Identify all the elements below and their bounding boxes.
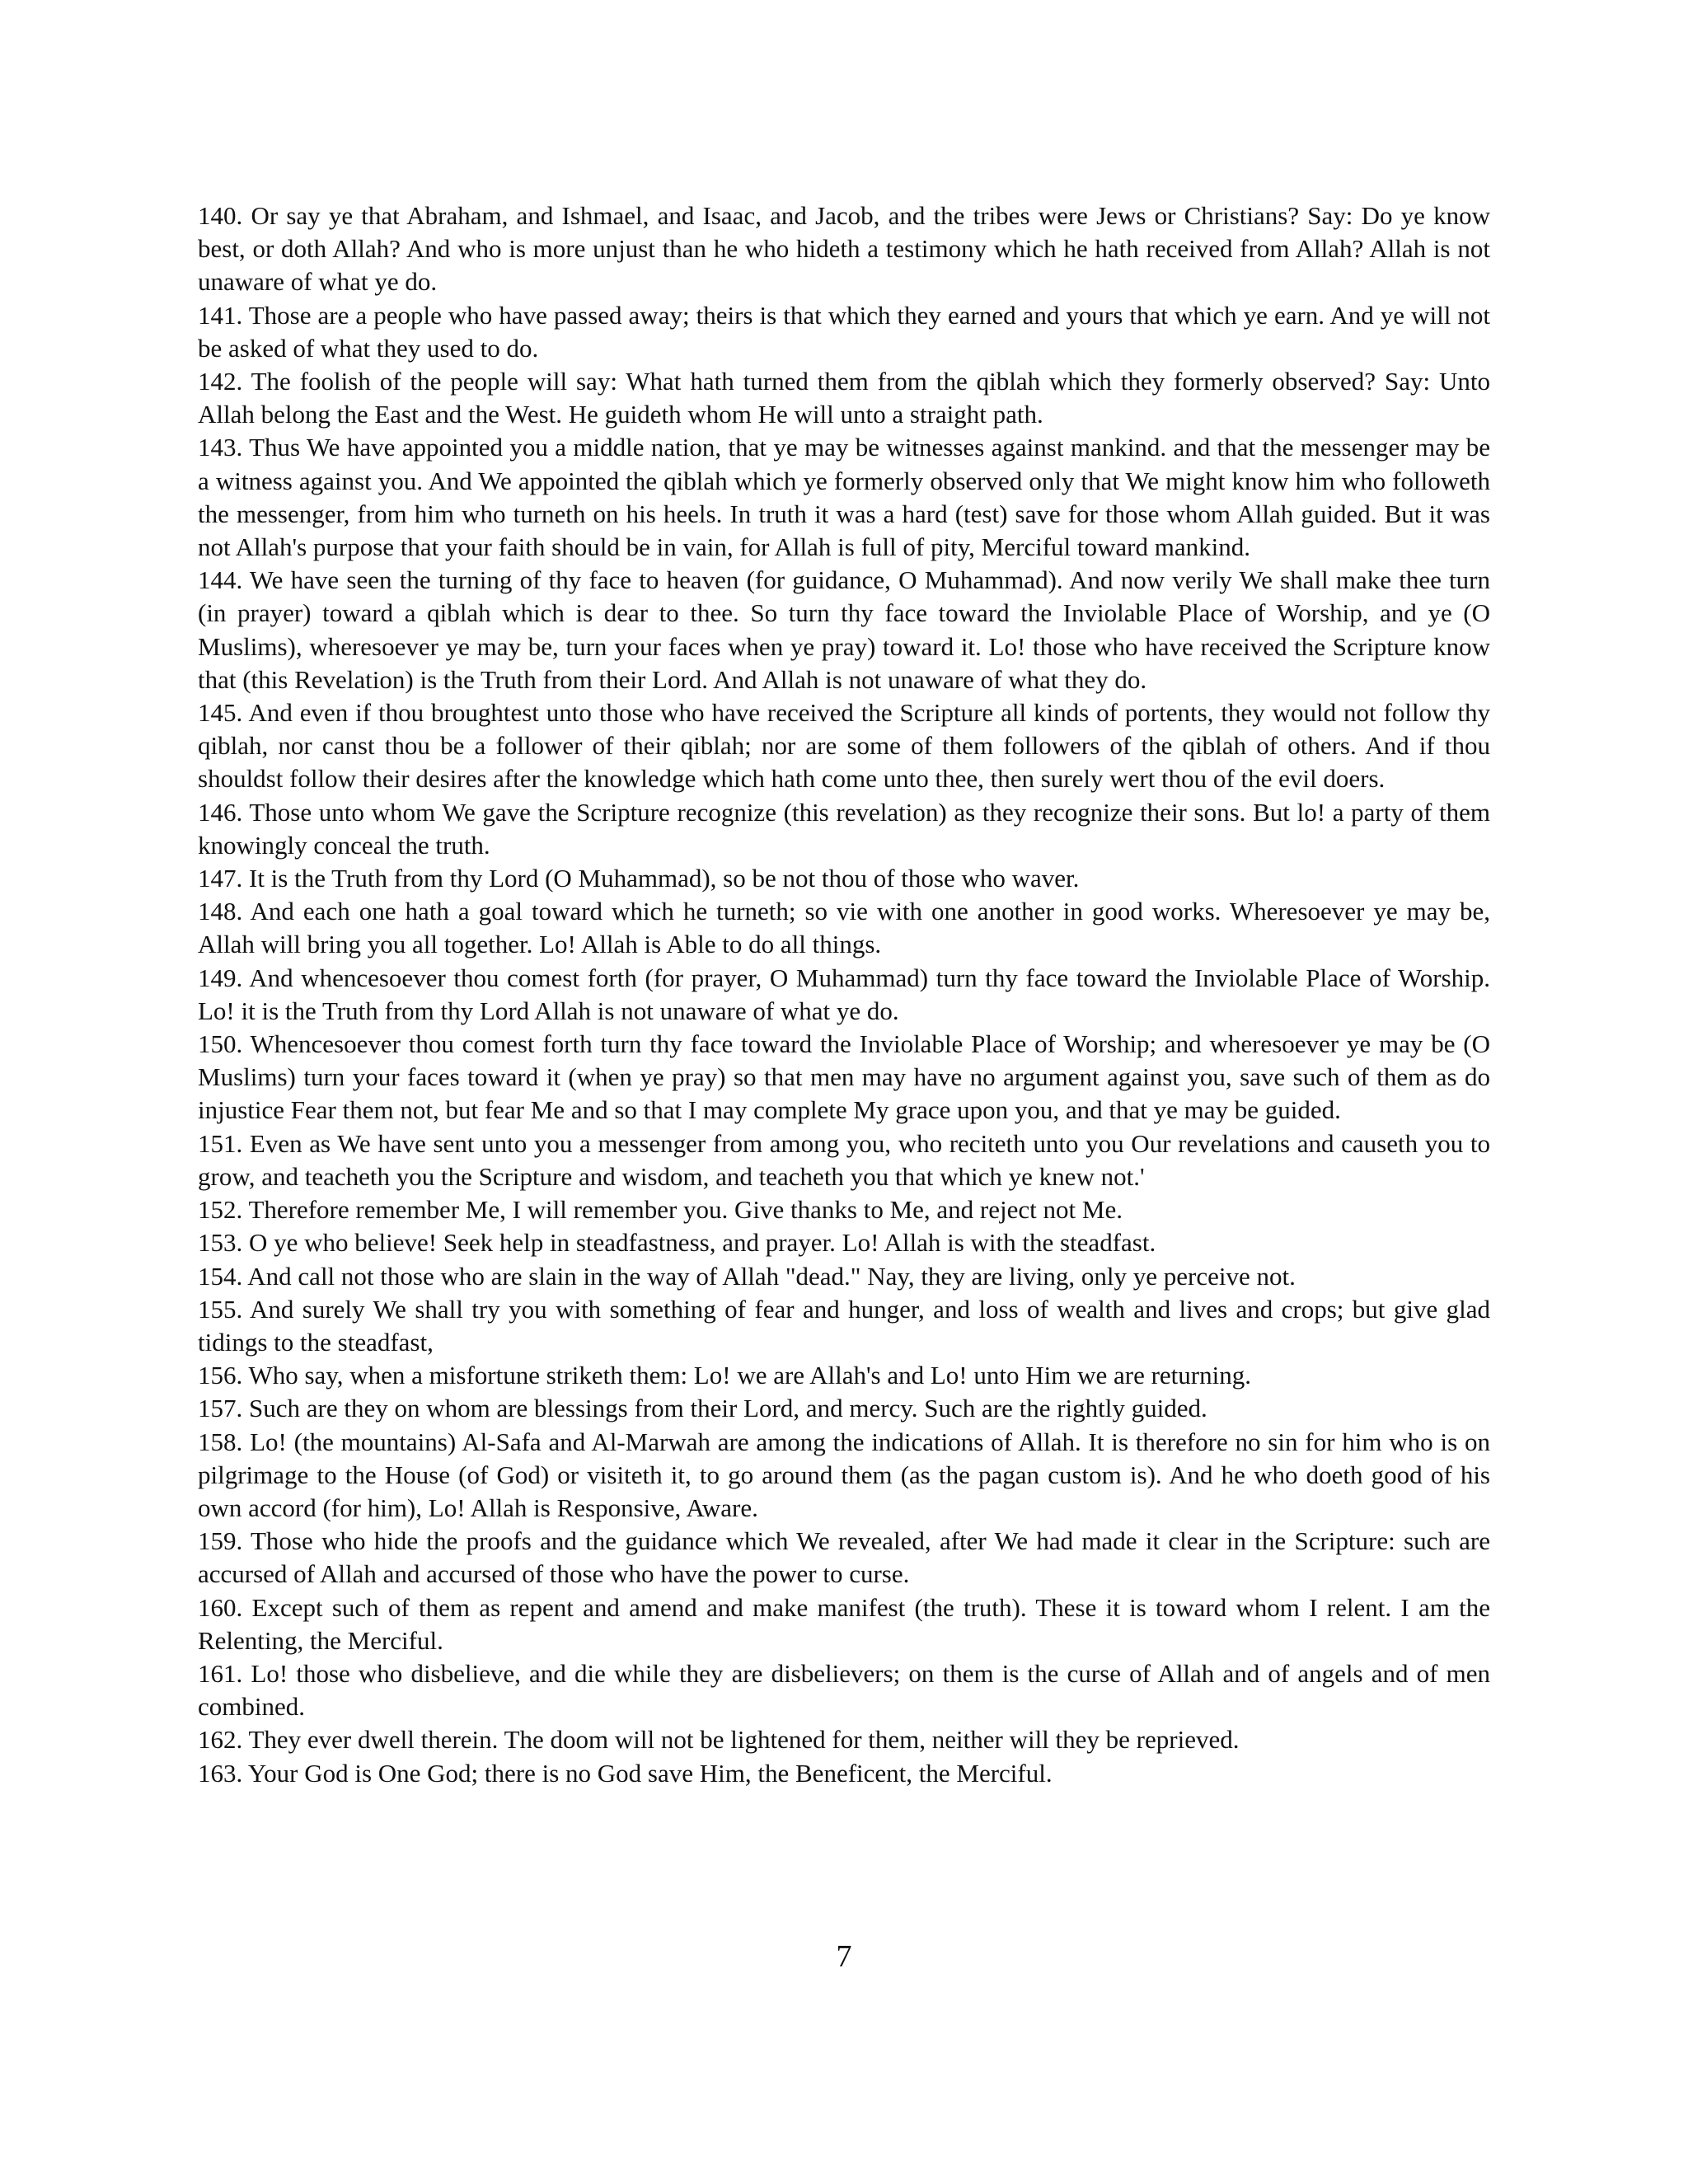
verse-148: 148. And each one hath a goal toward which he turneth; so vie with one another in good works. Wheresoever ye may be, Allah will bring you all together. Lo! Allah is Able to do all things.: [198, 897, 1490, 959]
verse-152: 152. Therefore remember Me, I will remember you. Give thanks to Me, and reject not Me.: [198, 1195, 1123, 1225]
verse-147: 147. It is the Truth from thy Lord (O Muhammad), so be not thou of those who waver.: [198, 864, 1080, 893]
verse-142: 142. The foolish of the people will say: What hath turned them from the qiblah which they formerly observed? Say: Unto Allah belong the East and the West. He guideth whom He will unto a straight path.: [198, 367, 1490, 429]
verse-154: 154. And call not those who are slain in the way of Allah "dead." Nay, they are living, only ye perceive not.: [198, 1261, 1296, 1291]
verse-155: 155. And surely We shall try you with something of fear and hunger, and loss of wealth and lives and crops; but give glad tidings to the steadfast,: [198, 1294, 1490, 1357]
verse-141: 141. Those are a people who have passed away; theirs is that which they earned and yours that which ye earn. And ye will not be asked of what they used to do.: [198, 300, 1490, 363]
verse-160: 160. Except such of them as repent and amend and make manifest (the truth). These it is toward whom I relent. I am the Relenting, the Merciful.: [198, 1592, 1490, 1655]
page-number: 7: [836, 1939, 852, 1974]
verse-140: 140. Or say ye that Abraham, and Ishmael, and Isaac, and Jacob, and the tribes were Jews or Christians? Say: Do ye know best, or doth Allah? And who is more unjust than he who hideth a testimony which he hath received from Allah? Allah is not unaware of what ye do.: [198, 201, 1490, 297]
verse-158: 158. Lo! (the mountains) Al-Safa and Al-Marwah are among the indications of Allah. It is therefore no sin for him who is on pilgrimage to the House (of God) or visiteth it, to go around them (as the pagan custom is). And he who doeth good of his own accord (for him), Lo! Allah is Responsive, Aware.: [198, 1427, 1490, 1522]
verse-159: 159. Those who hide the proofs and the guidance which We revealed, after We had made it clear in the Scripture: such are accursed of Allah and accursed of those who have the power to curse.: [198, 1526, 1490, 1589]
verse-161: 161. Lo! those who disbelieve, and die while they are disbelievers; on them is the curse of Allah and of angels and of men combined.: [198, 1658, 1490, 1722]
verse-list: [198, 199, 1490, 1790]
verse-153: 153. O ye who believe! Seek help in steadfastness, and prayer. Lo! Allah is with the steadfast.: [198, 1228, 1156, 1258]
verse-162: 162. They ever dwell therein. The doom will not be lightened for them, neither will they be reprieved.: [198, 1725, 1240, 1755]
verse-149: 149. And whencesoever thou comest forth (for prayer, O Muhammad) turn thy face toward the Inviolable Place of Worship. Lo! it is the Truth from thy Lord Allah is not unaware of what ye do.: [198, 963, 1490, 1025]
verse-156: 156. Who say, when a misfortune striketh them: Lo! we are Allah's and Lo! unto Him we are returning.: [198, 1361, 1251, 1390]
verse-143: 143. Thus We have appointed you a middle nation, that ye may be witnesses against mankind. and that the messenger may be a witness against you. And We appointed the qiblah which ye formerly observed only that We might know him who followeth the messenger, from him who turneth on his heels. In truth it was a hard (test) save for those whom Allah guided. But it was not Allah's purpose that your faith should be in vain, for Allah is full of pity, Merciful toward mankind.: [198, 433, 1490, 562]
verse-145: 145. And even if thou broughtest unto those who have received the Scripture all kinds of portents, they would not follow thy qiblah, nor canst thou be a follower of their qiblah; nor are some of them followers of the qiblah of others. And if thou shouldst follow their desires after the knowledge which hath come unto thee, then surely wert thou of the evil doers.: [198, 698, 1490, 794]
verse-144: 144. We have seen the turning of thy face to heaven (for guidance, O Muhammad). And now verily We shall make thee turn (in prayer) toward a qiblah which is dear to thee. So turn thy face toward the Inviolable Place of Worship, and ye (O Muslims), wheresoever ye may be, turn your faces when ye pray) toward it. Lo! those who have received the Scripture know that (this Revelation) is the Truth from their Lord. And Allah is not unaware of what they do.: [198, 565, 1490, 694]
verse-151: 151. Even as We have sent unto you a messenger from among you, who reciteth unto you Our revelations and causeth you to grow, and teacheth you the Scripture and wisdom, and teacheth you that which ye knew not.': [198, 1128, 1490, 1191]
verse-150: 150. Whencesoever thou comest forth turn thy face toward the Inviolable Place of Worship; and wheresoever ye may be (O Muslims) turn your faces toward it (when ye pray) so that men may have no argument against you, save such of them as do injustice Fear them not, but fear Me and so that I may complete My grace upon you, and that ye may be guided.: [198, 1029, 1490, 1125]
verse-146: 146. Those unto whom We gave the Scripture recognize (this revelation) as they recognize their sons. But lo! a party of them knowingly conceal the truth.: [198, 797, 1490, 860]
verse-157: 157. Such are they on whom are blessings from their Lord, and mercy. Such are the rightly guided.: [198, 1394, 1207, 1423]
verse-163: 163. Your God is One God; there is no God save Him, the Beneficent, the Merciful.: [198, 1758, 1053, 1788]
